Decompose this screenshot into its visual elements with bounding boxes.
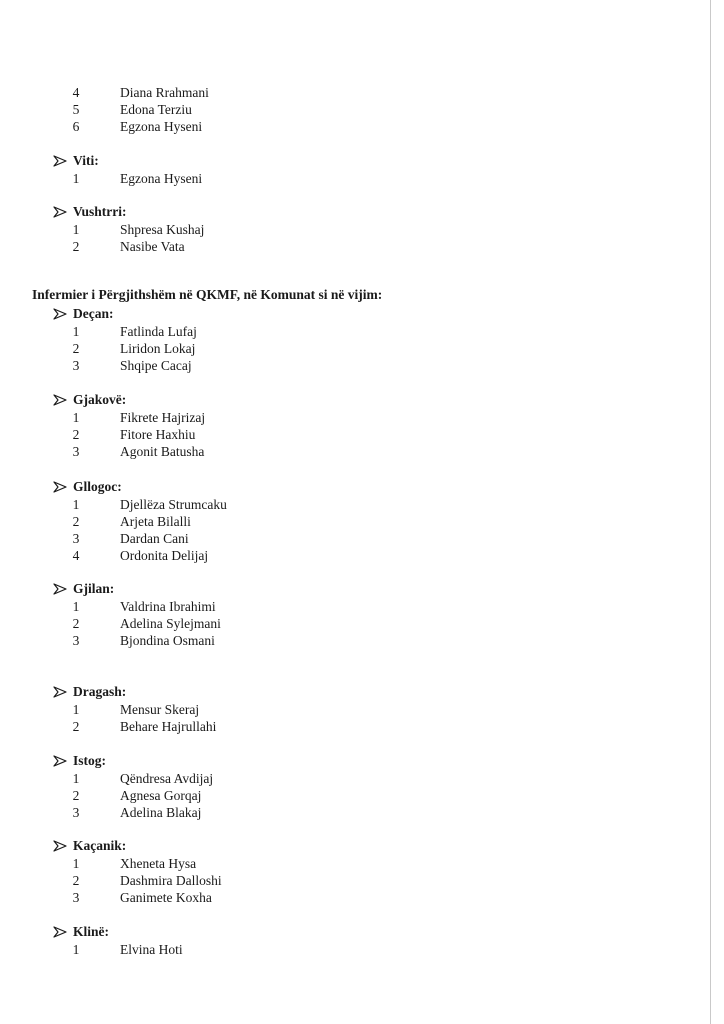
person-name: Egzona Hyseni	[120, 119, 203, 134]
item-number: 1	[72, 324, 80, 339]
person-name: Shqipe Cacaj	[120, 358, 192, 373]
item-number: 3	[72, 531, 80, 546]
person-name: Edona Terziu	[120, 102, 192, 117]
item-number: 1	[72, 856, 80, 871]
person-name: Dashmira Dalloshi	[120, 873, 222, 888]
item-number: 3	[72, 890, 80, 905]
arrow-bullet-icon	[53, 686, 67, 698]
item-number: 3	[72, 358, 80, 373]
municipality-name: Vushtrri:	[73, 204, 127, 219]
person-name: Elvina Hoti	[120, 942, 183, 957]
item-number: 2	[72, 427, 80, 442]
person-name: Valdrina Ibrahimi	[120, 599, 216, 614]
person-name: Liridon Lokaj	[120, 341, 196, 356]
item-number: 2	[72, 719, 80, 734]
municipality-name: Deçan:	[73, 306, 114, 321]
page-edge	[710, 0, 711, 1024]
person-name: Fatlinda Lufaj	[120, 324, 197, 339]
arrow-bullet-icon	[53, 583, 67, 595]
item-number: 1	[72, 171, 80, 186]
arrow-bullet-icon	[53, 206, 67, 218]
person-name: Agonit Batusha	[120, 444, 205, 459]
person-name: Djellëza Strumcaku	[120, 497, 227, 512]
person-name: Fitore Haxhiu	[120, 427, 196, 442]
person-name: Qëndresa Avdijaj	[120, 771, 214, 786]
municipality-name: Kaçanik:	[73, 838, 127, 853]
person-name: Dardan Cani	[120, 531, 189, 546]
item-number: 1	[72, 702, 80, 717]
arrow-bullet-icon	[53, 755, 67, 767]
item-number: 2	[72, 341, 80, 356]
municipality-name: Klinë:	[73, 924, 109, 939]
person-name: Mensur Skeraj	[120, 702, 200, 717]
item-number: 4	[72, 548, 80, 563]
item-number: 5	[72, 102, 80, 117]
municipality-name: Istog:	[73, 753, 106, 768]
item-number: 3	[72, 805, 80, 820]
municipality-name: Gjilan:	[73, 581, 115, 596]
item-number: 1	[72, 599, 80, 614]
item-number: 4	[72, 85, 80, 100]
person-name: Diana Rrahmani	[120, 85, 209, 100]
item-number: 3	[72, 444, 80, 459]
item-number: 1	[72, 771, 80, 786]
municipality-name: Dragash:	[73, 684, 127, 699]
item-number: 2	[72, 873, 80, 888]
municipality-name: Viti:	[73, 153, 99, 168]
municipality-name: Gjakovë:	[73, 392, 127, 407]
arrow-bullet-icon	[53, 308, 67, 320]
item-number: 1	[72, 410, 80, 425]
arrow-bullet-icon	[53, 481, 67, 493]
person-name: Ganimete Koxha	[120, 890, 212, 905]
section-title: Infermier i Përgjithshëm në QKMF, në Komunat si në vijim:	[32, 287, 383, 302]
person-name: Shpresa Kushaj	[120, 222, 205, 237]
municipality-name: Gllogoc:	[73, 479, 122, 494]
arrow-bullet-icon	[53, 155, 67, 167]
person-name: Egzona Hyseni	[120, 171, 203, 186]
arrow-bullet-icon	[53, 394, 67, 406]
item-number: 2	[72, 616, 80, 631]
item-number: 2	[72, 788, 80, 803]
person-name: Arjeta Bilalli	[120, 514, 191, 529]
item-number: 1	[72, 942, 80, 957]
person-name: Behare Hajrullahi	[120, 719, 217, 734]
item-number: 6	[72, 119, 80, 134]
person-name: Adelina Sylejmani	[120, 616, 221, 631]
person-name: Xheneta Hysa	[120, 856, 197, 871]
item-number: 2	[72, 514, 80, 529]
arrow-bullet-icon	[53, 926, 67, 938]
person-name: Nasibe Vata	[120, 239, 185, 254]
arrow-bullet-icon	[53, 840, 67, 852]
person-name: Agnesa Gorqaj	[120, 788, 202, 803]
person-name: Fikrete Hajrizaj	[120, 410, 206, 425]
item-number: 1	[72, 497, 80, 512]
item-number: 3	[72, 633, 80, 648]
person-name: Bjondina Osmani	[120, 633, 215, 648]
item-number: 1	[72, 222, 80, 237]
item-number: 2	[72, 239, 80, 254]
person-name: Adelina Blakaj	[120, 805, 202, 820]
person-name: Ordonita Delijaj	[120, 548, 209, 563]
